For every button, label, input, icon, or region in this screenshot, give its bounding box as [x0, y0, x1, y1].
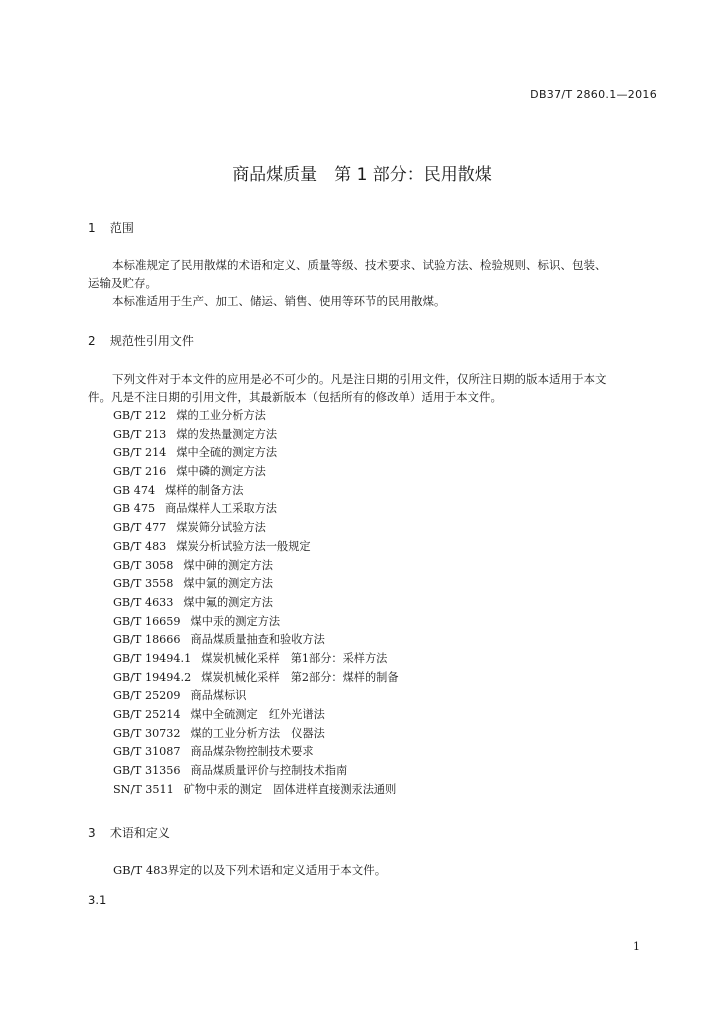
reference-code: GB 474 [113, 483, 156, 497]
reference-code: GB/T 25214 [113, 708, 181, 721]
reference-item [113, 631, 399, 650]
terms-paragraph: GB/T 483界定的以及下列术语和定义适用于本文件。 [113, 863, 387, 877]
section-number: 2 [88, 334, 96, 348]
section-number: 1 [88, 221, 96, 235]
reference-item [113, 762, 399, 781]
scope-para1-line1: 本标准规定了民用散煤的术语和定义、质量等级、技术要求、试验方法、检验规则、标识、包装、 [112, 258, 607, 272]
reference-title: 煤中全硫测定 红外光谱法 [190, 708, 325, 721]
reference-item [113, 557, 399, 576]
reference-title: 煤炭筛分试验方法 [176, 521, 266, 535]
reference-code: GB/T 31356 [113, 764, 181, 778]
reference-item [113, 706, 399, 725]
refs-intro-line1: 下列文件对于本文件的应用是必不可少的。凡是注日期的引用文件，仅所注日期的版本适用于本文 [112, 372, 607, 386]
refs-intro-line2: 件。凡是不注日期的引用文件，其最新版本（包括所有的修改单）适用于本文件。 [88, 390, 502, 404]
section-title: 范围 [109, 221, 134, 235]
section-2-heading [88, 332, 194, 349]
scope-para1-line2: 运输及贮存。 [88, 276, 157, 290]
document-title: 商品煤质量 第 1 部分：民用散煤 [232, 165, 492, 185]
page-number: 1 [633, 940, 640, 953]
section-1-heading [88, 219, 134, 236]
reference-item [113, 650, 399, 669]
reference-title: 煤炭机械化采样 第2部分：煤样的制备 [201, 670, 399, 684]
reference-item [113, 407, 399, 426]
subclause-number: 3.1 [88, 893, 107, 907]
section-title: 术语和定义 [109, 826, 170, 840]
reference-code: GB/T 3058 [113, 558, 174, 572]
reference-title: 商品煤杂物控制技术要求 [190, 745, 314, 759]
reference-title: 矿物中汞的测定 固体进样直接测汞法通则 [183, 782, 397, 796]
reference-code: GB/T 216 [113, 465, 167, 479]
reference-code: GB 475 [113, 502, 156, 516]
reference-title: 煤炭分析试验方法一般规定 [176, 539, 311, 553]
reference-item [113, 519, 399, 538]
reference-item [113, 426, 399, 445]
reference-code: GB/T 214 [113, 446, 167, 460]
section-3-heading [88, 824, 170, 841]
reference-item [113, 594, 399, 613]
reference-list [113, 407, 399, 799]
reference-item [113, 781, 399, 800]
reference-title: 煤中全硫的测定方法 [176, 446, 278, 460]
reference-code: GB/T 477 [113, 521, 167, 535]
reference-code: GB/T 3558 [113, 577, 174, 591]
reference-title: 商品煤质量评价与控制技术指南 [190, 764, 348, 778]
reference-title: 煤中砷的测定方法 [183, 558, 273, 572]
reference-item [113, 463, 399, 482]
reference-title: 商品煤标识 [190, 689, 247, 703]
reference-item [113, 669, 399, 688]
reference-title: 商品煤质量抽查和验收方法 [190, 633, 325, 647]
section-2-intro [88, 370, 660, 406]
reference-title: 煤的工业分析方法 [176, 409, 266, 422]
reference-item [113, 687, 399, 706]
reference-title: 煤中氟的测定方法 [183, 595, 273, 609]
reference-item [113, 613, 399, 632]
reference-code: GB/T 25209 [113, 689, 181, 703]
reference-code: GB/T 483 [113, 539, 167, 553]
reference-code: GB/T 213 [113, 427, 167, 441]
reference-code: GB/T 212 [113, 409, 167, 422]
reference-code: GB/T 4633 [113, 595, 174, 609]
reference-item [113, 444, 399, 463]
reference-code: GB/T 19494.2 [113, 670, 192, 684]
reference-code: GB/T 31087 [113, 745, 181, 759]
reference-code: GB/T 16659 [113, 614, 181, 628]
reference-code: SN/T 3511 [113, 782, 174, 796]
reference-title: 煤样的制备方法 [165, 483, 244, 497]
section-title: 规范性引用文件 [109, 334, 194, 348]
reference-title: 煤的发热量测定方法 [176, 427, 278, 441]
reference-item [113, 725, 399, 744]
reference-item [113, 575, 399, 594]
reference-title: 煤中磷的测定方法 [176, 465, 266, 479]
reference-title: 煤中氯的测定方法 [183, 577, 273, 591]
standard-code: DB37/T 2860.1—2016 [530, 88, 657, 101]
reference-title: 商品煤样人工采取方法 [165, 502, 277, 516]
section-number: 3 [88, 826, 96, 840]
reference-title: 煤的工业分析方法 仪器法 [190, 726, 325, 740]
reference-code: GB/T 30732 [113, 726, 181, 740]
reference-item [113, 538, 399, 557]
reference-title: 煤中汞的测定方法 [190, 614, 281, 628]
reference-code: GB/T 19494.1 [113, 651, 192, 665]
reference-title: 煤炭机械化采样 第1部分：采样方法 [201, 651, 388, 665]
scope-para2: 本标准适用于生产、加工、储运、销售、使用等环节的民用散煤。 [112, 294, 446, 308]
reference-code: GB/T 18666 [113, 633, 181, 647]
reference-item [113, 743, 399, 762]
reference-item [113, 482, 399, 501]
section-1-paragraphs [88, 256, 660, 310]
reference-item [113, 500, 399, 519]
